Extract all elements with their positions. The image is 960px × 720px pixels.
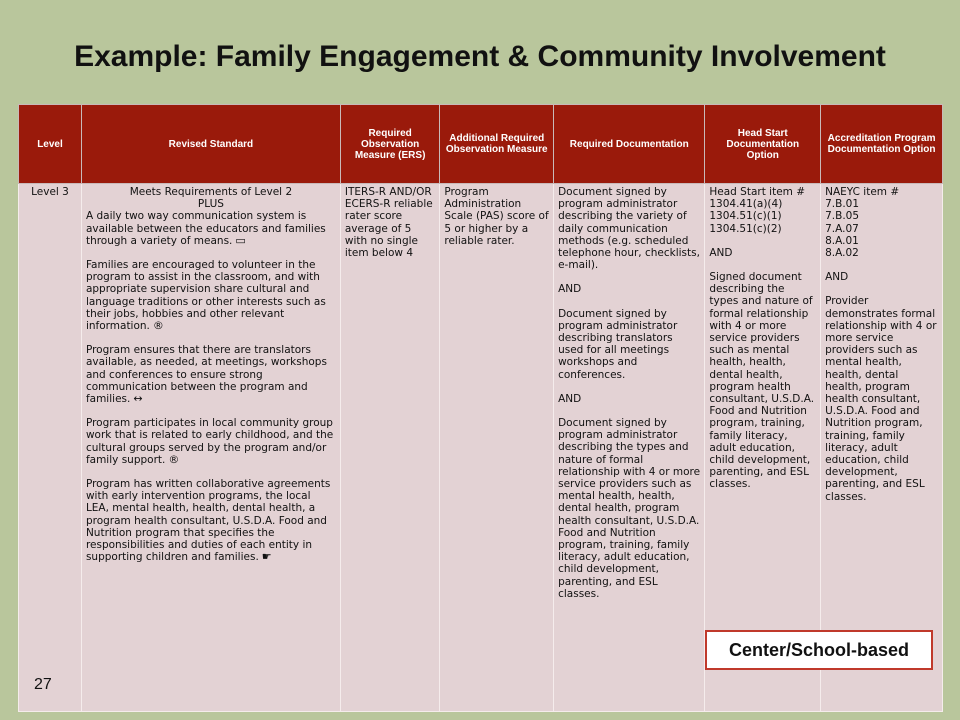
- accreditation-item: 7.A.07: [825, 222, 859, 235]
- standard-item-text: Families are encouraged to volunteer in the program to assist in the classroom, and with appropriate supervision share cultural and language traditions or other interests such as their jobs, hobbies and other relevant information.: [85, 259, 326, 333]
- registered-icon: ®: [168, 452, 180, 466]
- cell-required-observation: ITERS-R AND/OR ECERS-R reliable rater score average of 5 with no single item below 4: [340, 184, 440, 712]
- standard-item: [86, 344, 336, 405]
- head-start-text: Signed document describing the types and nature of formal relationship with 4 or more service providers such as mental health, health, dental health, program health consultant, U.S.D.A. Food and Nutrition program, training, family literacy, adult education, child development, parenting, and ESL classes.: [709, 271, 815, 491]
- standard-item: [86, 210, 336, 247]
- cell-required-documentation: [554, 184, 705, 712]
- header-required-observation: Required Observation Measure (ERS): [340, 105, 440, 184]
- accreditation-item: 7.B.01: [825, 198, 860, 211]
- documentation-and: AND: [558, 283, 582, 296]
- documentation-item: Document signed by program administrator describing the variety of daily communication methods (e.g. scheduled telephone hour, checklists, e-mail).: [558, 186, 700, 272]
- accreditation-item-label: NAEYC item #: [825, 186, 900, 198]
- documentation-items: [558, 186, 700, 600]
- head-start-item: 1304.41(a)(4): [709, 198, 783, 211]
- accreditation-item: 7.B.05: [825, 210, 860, 223]
- standard-item: [86, 259, 336, 332]
- cell-level: Level 3: [19, 184, 82, 712]
- head-start-item: 1304.51(c)(1): [709, 210, 782, 223]
- standard-item-text: Program ensures that there are translators available, as needed, at meetings, workshops and conferences to ensure strong communication between the program and families.: [85, 344, 327, 406]
- center-school-badge: Center/School-based: [705, 630, 933, 670]
- head-start-item-label: Head Start item #: [709, 186, 806, 198]
- slide-title: Example: Family Engagement & Community Involvement: [74, 40, 886, 73]
- header-additional-observation: Additional Required Observation Measure: [440, 105, 554, 184]
- accreditation-item: 8.A.01: [825, 234, 859, 247]
- cell-revised-standard: [81, 184, 340, 712]
- documentation-item: Document signed by program administrator describing the types and nature of formal relationship with 4 or more service providers such as mental health, health, dental health, program health consultant, U.S.D.A. Food and Nutrition program, training, family literacy, adult education, child development, parenting, and ESL classes.: [558, 417, 701, 600]
- standard-item: [86, 478, 336, 563]
- documentation-item: Document signed by program administrator describing translators used for all meetings workshops and conferences.: [558, 307, 678, 381]
- hand-icon: ☛: [261, 550, 272, 564]
- accreditation-text: Provider demonstrates formal relationship with 4 or more service providers such as mental health, health, dental health, program health consultant, U.S.D.A. Food and Nutrition program, training, family literacy, adult education, child development, parenting, and ESL classes.: [825, 295, 937, 503]
- head-start-item: 1304.51(c)(2): [709, 222, 782, 235]
- cell-additional-observation: Program Administration Scale (PAS) score of 5 or higher by a reliable rater.: [440, 184, 554, 712]
- header-level: Level: [19, 105, 82, 184]
- standards-table: [18, 104, 943, 712]
- standard-item: [86, 417, 336, 466]
- header-head-start: Head Start Documentation Option: [705, 105, 821, 184]
- header-accreditation: Accreditation Program Documentation Option: [821, 105, 943, 184]
- standard-item-text: Program has written collaborative agreements with early intervention programs, the local LEA, mental health, health, dental health, a program health consultant, U.S.D.A. Food and Nutrition program that specifies the responsibilities and duties of each entity in supporting children and families.: [85, 478, 331, 564]
- registered-icon: ®: [152, 319, 164, 333]
- standard-items: [86, 210, 336, 563]
- standard-line-2: PLUS: [197, 198, 224, 211]
- page-number: 27: [34, 676, 52, 693]
- accreditation-item: 8.A.02: [825, 247, 859, 260]
- header-revised-standard: Revised Standard: [81, 105, 340, 184]
- documentation-and: AND: [558, 392, 582, 405]
- screen-icon: ▭: [235, 233, 246, 247]
- header-required-documentation: Required Documentation: [554, 105, 705, 184]
- head-start-items: [709, 198, 816, 235]
- accreditation-items: [825, 198, 938, 259]
- accreditation-and: AND: [825, 271, 849, 284]
- head-start-and: AND: [709, 246, 733, 259]
- header-row: [19, 105, 943, 184]
- standard-line-1: Meets Requirements of Level 2: [129, 186, 293, 198]
- standard-item-text: Program participates in local community group work that is related to early childhood, and the cultural groups served by the program and/or family support.: [85, 417, 334, 466]
- standard-item-text: A daily two way communication system is available between the educators and families through a variety of means.: [85, 210, 326, 247]
- double-arrow-icon: ↔: [133, 392, 143, 406]
